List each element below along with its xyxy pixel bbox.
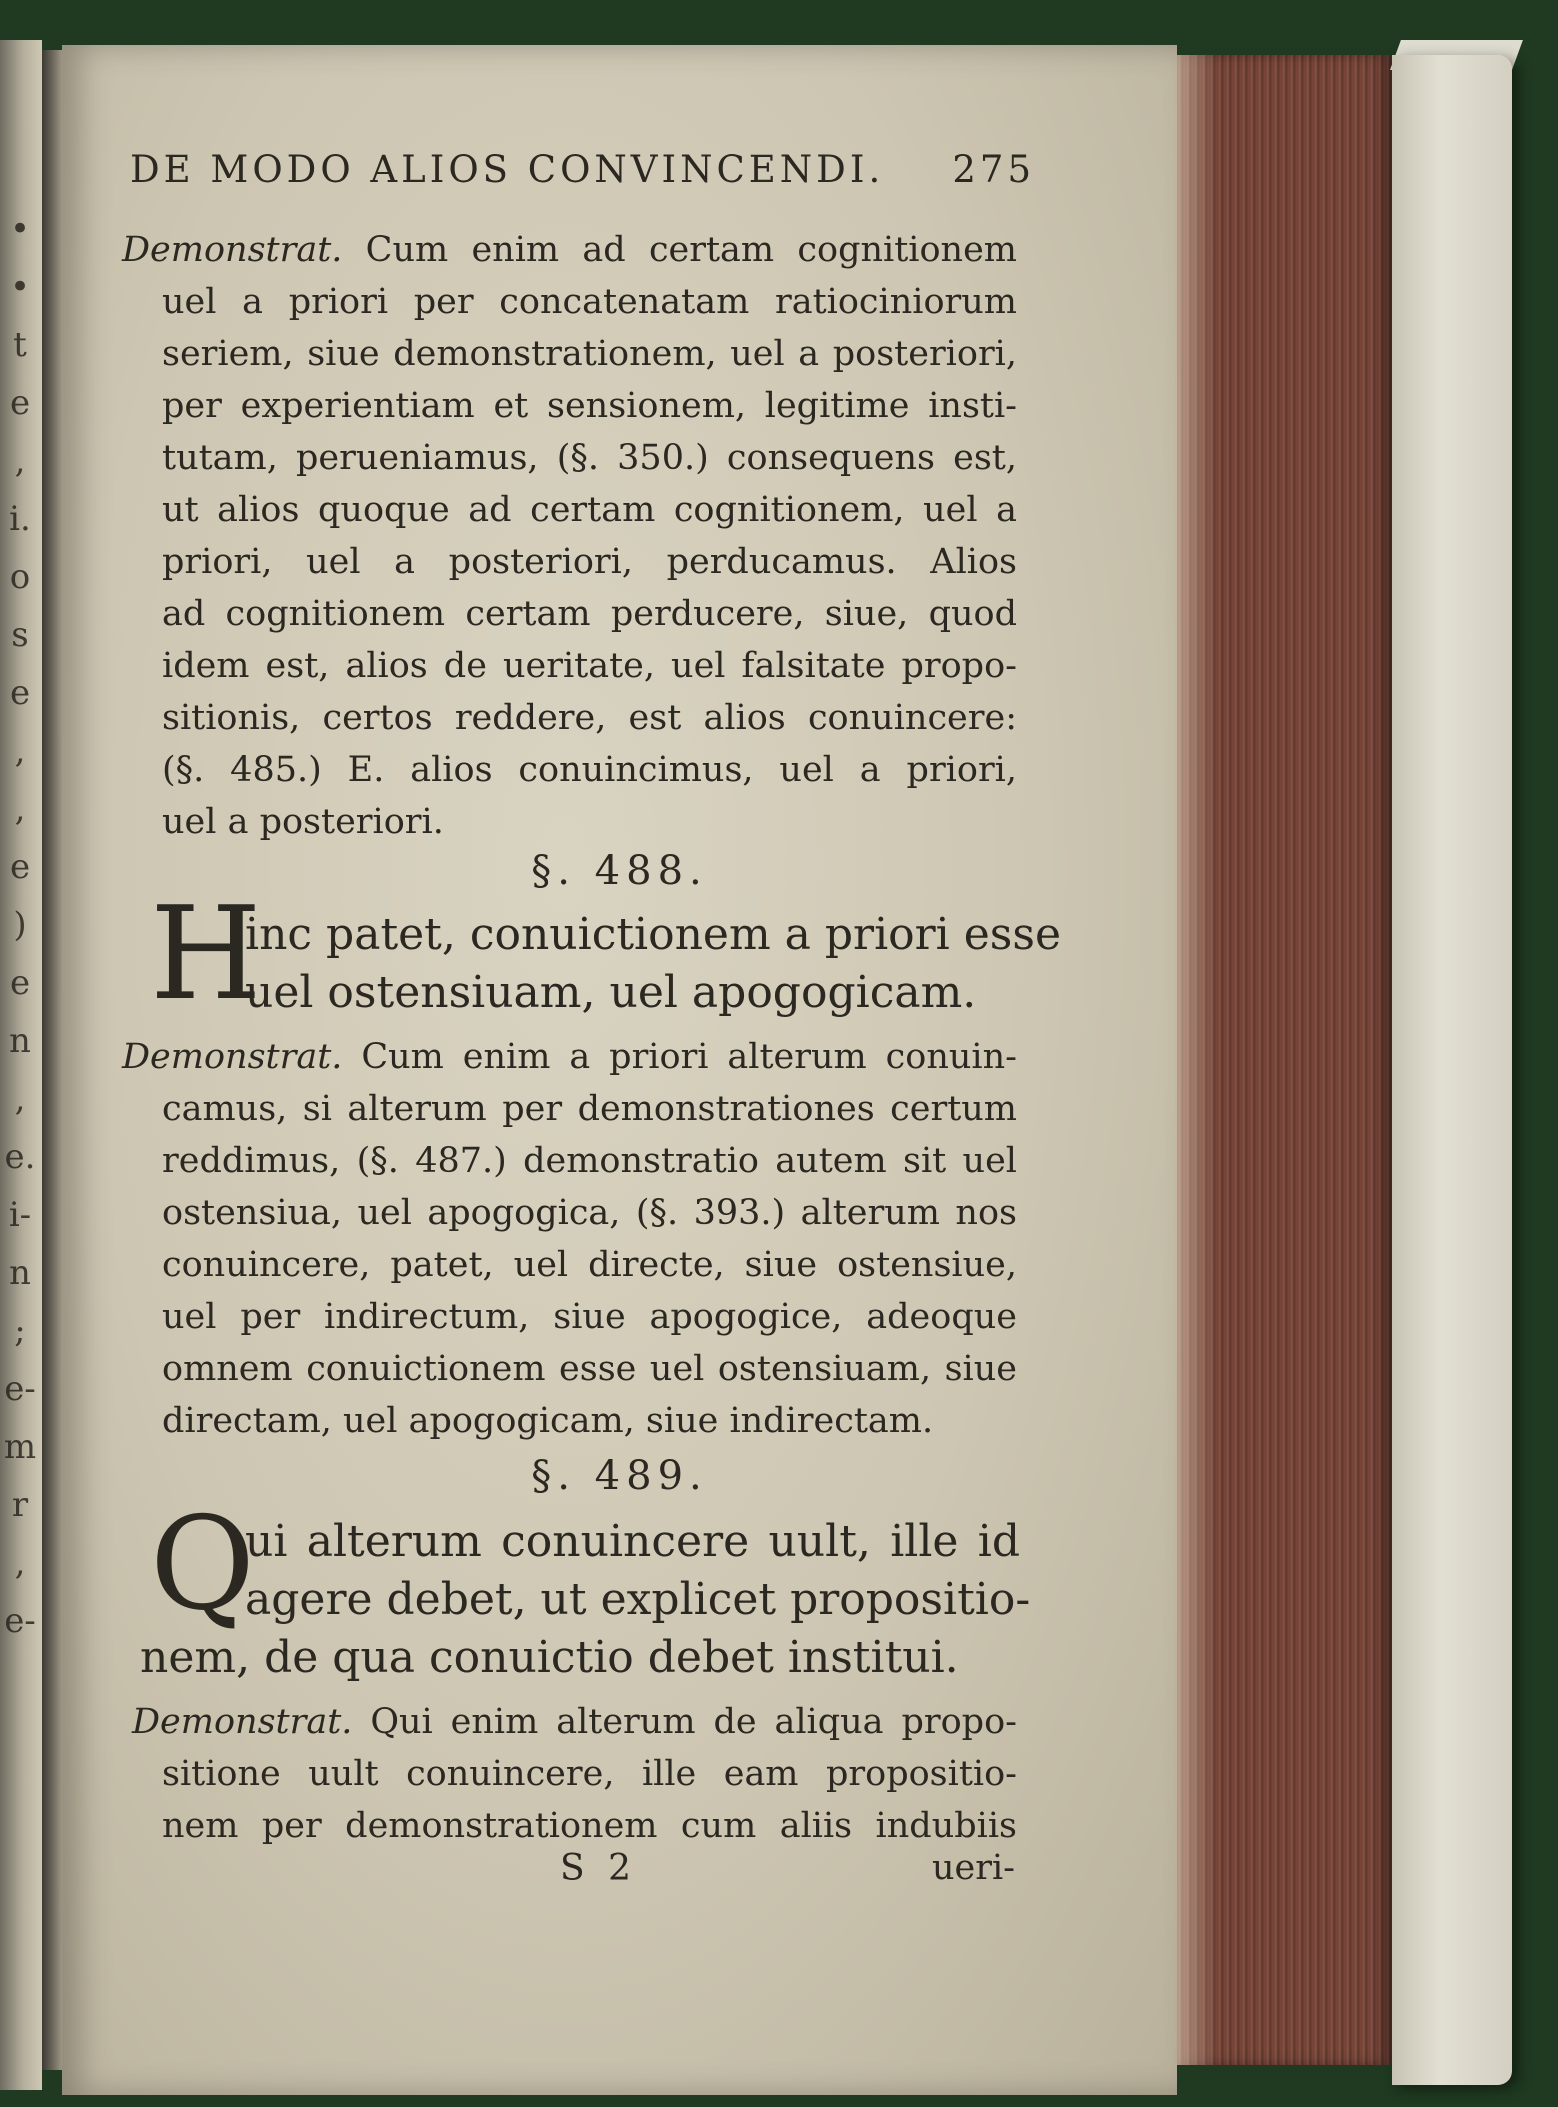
page-edges-highlight [1177,55,1217,2065]
text-line: camus, si alterum per demonstrationes certum [162,1089,1017,1129]
text-line: per experientiam et sensionem, legitime insti- [162,386,1017,426]
gutter-shadow [42,50,64,2070]
margin-char: , [14,1543,26,1583]
margin-char: o [9,557,31,597]
cover-board [1392,55,1512,2085]
text-line: ostensiua, uel apogogica, (§. 393.) alterum nos [162,1193,1017,1233]
text-line: sitione uult conuincere, ille eam propositio- [162,1754,1017,1794]
text-line: (§. 485.) E. alios conuincimus, uel a priori, [162,750,1017,790]
text-line: tutam, perueniamus, (§. 350.) consequens est, [162,438,1017,478]
margin-char: e- [4,1601,36,1641]
section-number-488: §. 488. [531,848,708,894]
margin-char: e [9,847,31,887]
running-head-title: DE MODO ALIOS CONVINCENDI. [130,148,885,191]
margin-char: e [9,673,31,713]
text-line: uel a priori per concatenatam ratiociniorum [162,282,1017,322]
catchword: ueri- [931,1848,1015,1888]
margin-char: n [9,1021,31,1061]
statement-line: agere debet, ut explicet propositio- [245,1574,1031,1625]
text-line: reddimus, (§. 487.) demonstratio autem sit uel [162,1141,1017,1181]
statement-line: uel ostensiuam, uel apogogicam. [245,967,977,1018]
margin-char: r [11,1485,29,1525]
text-line: idem est, alios de ueritate, uel falsitate propo- [162,646,1017,686]
margin-char: , [14,1079,26,1119]
text-line: ad cognitionem certam perducere, siue, quod [162,594,1017,634]
margin-char: , [14,731,26,771]
margin-char: • [9,209,31,249]
margin-char: n [9,1253,31,1293]
statement-line: nem, de qua conuictio debet institui. [140,1632,959,1683]
margin-char: s [11,615,29,655]
dropcap-h: H [150,880,262,1029]
text-line: Demonstrat. Cum enim ad certam cognitionem [122,230,1017,270]
running-head [130,148,1035,191]
signature-mark: S 2 [560,1848,638,1889]
text-line: conuincere, patet, uel directe, siue ostensiue, [162,1245,1017,1285]
margin-char: e. [4,1137,36,1177]
margin-char: i- [8,1195,32,1235]
text-line: sitionis, certos reddere, est alios conuincere: [162,698,1017,738]
section-number-489: §. 489. [531,1453,708,1499]
dropcap-q: Q [150,1490,255,1639]
statement-line: ui alterum conuincere uult, ille id [245,1516,1020,1567]
margin-char: m [3,1427,37,1467]
margin-char: ) [13,905,27,945]
statement-line: inc patet, conuictionem a priori esse [245,909,1061,960]
margin-char: , [14,789,26,829]
margin-char: t [13,325,27,365]
text-line: Demonstrat. Qui enim alterum de aliqua propo- [132,1702,1017,1742]
margin-char: • [9,267,31,307]
page-number: 275 [952,148,1035,191]
margin-char: , [14,441,26,481]
margin-char: e [9,383,31,423]
text-line: directam, uel apogogicam, siue indirectam. [162,1401,934,1441]
text-line: uel a posteriori. [162,802,444,842]
text-line: Demonstrat. Cum enim a priori alterum conuin- [122,1037,1017,1077]
left-page-margin-text [0,200,40,1900]
margin-char: e- [4,1369,36,1409]
text-line: nem per demonstrationem cum aliis indubiis [162,1806,1017,1846]
text-line: priori, uel a posteriori, perducamus. Alios [162,542,1017,582]
text-line: seriem, siue demonstrationem, uel a posteriori, [162,334,1017,374]
margin-char: ; [14,1311,26,1351]
text-line: omnem conuictionem esse uel ostensiuam, siue [162,1349,1017,1389]
text-line: uel per indirectum, siue apogogice, adeoque [162,1297,1017,1337]
text-line: ut alios quoque ad certam cognitionem, uel a [162,490,1017,530]
margin-char: e [9,963,31,1003]
margin-char: i. [9,499,31,539]
